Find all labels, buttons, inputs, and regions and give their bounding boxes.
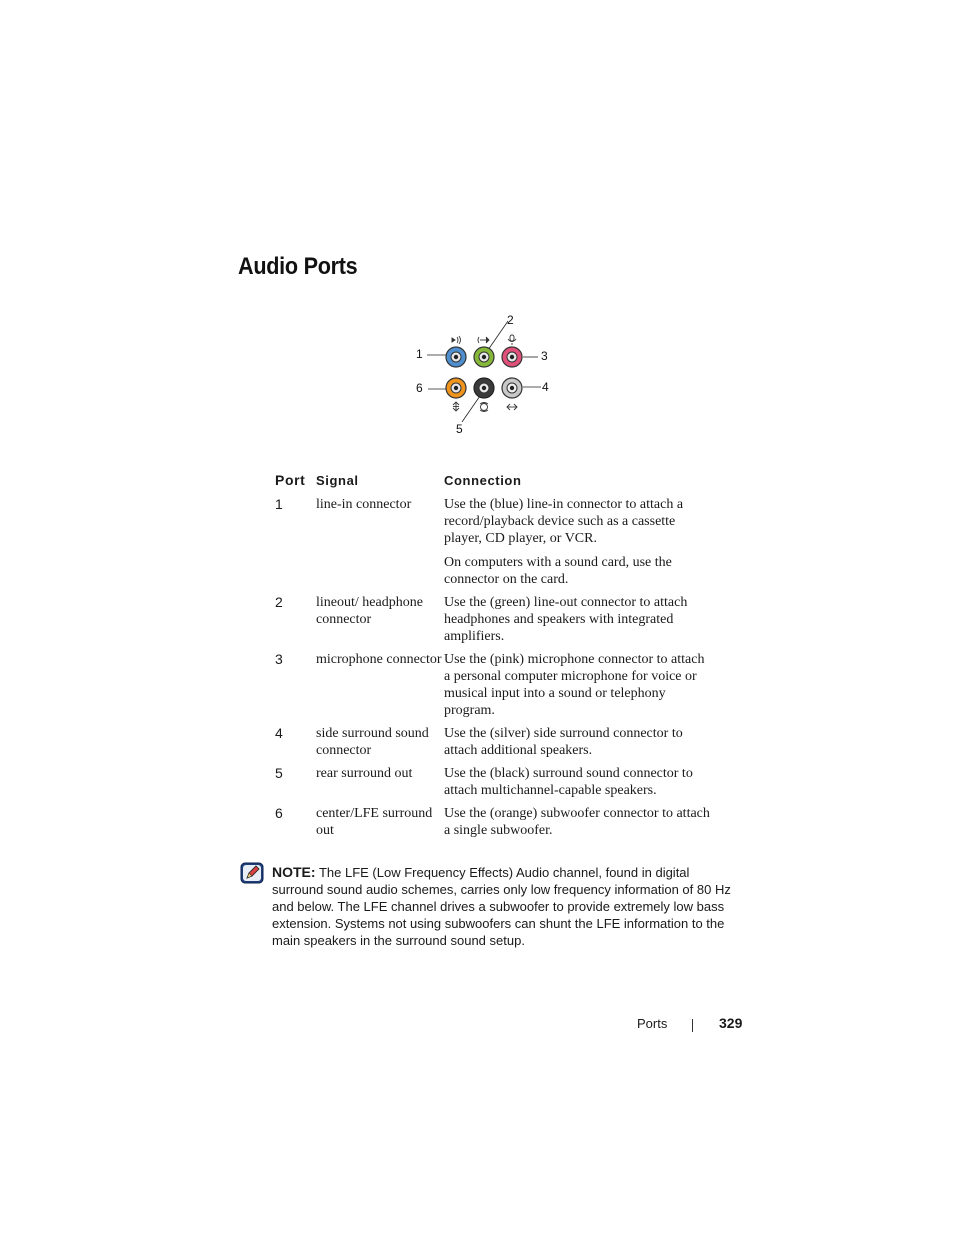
table-row — [275, 496, 735, 588]
callout-6: 6 — [416, 381, 423, 395]
footer-section-name: Ports — [637, 1016, 668, 1031]
side-surround-icon — [507, 404, 517, 410]
line-in-icon — [452, 336, 461, 344]
signal-name: line-in connector — [316, 497, 412, 512]
connection-paragraph: Use the (orange) subwoofer connector to attach a single subwoofer. — [444, 806, 710, 838]
port-number: 2 — [275, 594, 283, 610]
table-row — [275, 805, 735, 839]
port-number: 1 — [275, 496, 283, 512]
note-block — [272, 864, 740, 949]
footer-separator — [692, 1019, 693, 1032]
rear-surround-icon — [480, 403, 488, 412]
callout-5: 5 — [456, 422, 463, 436]
connection-paragraph: Use the (green) line-out connector to attach headphones and speakers with integrated amplifiers. — [444, 595, 688, 644]
note-pencil-icon — [240, 862, 264, 884]
jack-line-in — [446, 347, 466, 367]
signal-name: microphone connector — [316, 652, 442, 667]
line-out-icon — [478, 337, 489, 343]
connection-description — [444, 725, 714, 759]
connection-paragraph: Use the (pink) microphone connector to attach a personal computer microphone for voice or musical input into a sound or telephony program. — [444, 652, 705, 718]
connection-paragraph: Use the (black) surround sound connector to attach multichannel-capable speakers. — [444, 766, 693, 798]
connection-paragraph: Use the (silver) side surround connector to attach additional speakers. — [444, 726, 683, 758]
microphone-icon — [508, 335, 516, 345]
header-connection: Connection — [444, 473, 522, 488]
table-row — [275, 594, 735, 645]
callout-4: 4 — [542, 380, 549, 394]
table-row — [275, 651, 735, 719]
connection-paragraph: On computers with a sound card, use the connector on the card. — [444, 555, 672, 587]
header-port: Port — [275, 472, 306, 488]
header-signal: Signal — [316, 473, 359, 488]
page-number: 329 — [719, 1015, 743, 1031]
port-number: 3 — [275, 651, 283, 667]
jack-side-surround — [502, 378, 522, 398]
callout-line-2 — [488, 321, 508, 350]
jack-line-out — [474, 347, 494, 367]
signal-name: center/LFE surround out — [316, 806, 433, 838]
note-text: The LFE (Low Frequency Effects) Audio channel, found in digital surround sound audio schemes, carries only low frequency information of 80 Hz and below. The LFE channel drives a subwoofer to provide extremely low bass extension. Systems not using subwoofers can shunt the LFE information to the main speakers in the surround sound setup. — [272, 865, 731, 948]
callout-2: 2 — [507, 313, 514, 327]
connection-description — [444, 594, 714, 645]
connection-description — [444, 765, 714, 799]
page-title: Audio Ports — [238, 253, 358, 280]
jack-center-lfe — [446, 378, 466, 398]
port-number: 4 — [275, 725, 283, 741]
table-row — [275, 765, 735, 799]
connection-description — [444, 496, 714, 588]
connection-description — [444, 805, 714, 839]
jack-microphone — [502, 347, 522, 367]
center-lfe-icon — [453, 402, 459, 411]
signal-name: side surround sound connector — [316, 726, 429, 758]
note-label: NOTE: — [272, 864, 316, 880]
port-number: 6 — [275, 805, 283, 821]
connection-paragraph: Use the (blue) line-in connector to attach a record/playback device such as a cassette player, CD player, or VCR. — [444, 497, 684, 546]
callout-line-5 — [462, 393, 482, 422]
audio-ports-diagram — [400, 305, 570, 440]
callout-1: 1 — [416, 347, 423, 361]
table-row — [275, 725, 735, 759]
audio-ports-table — [275, 472, 735, 845]
connection-description — [444, 651, 714, 719]
signal-name: rear surround out — [316, 766, 413, 781]
jack-rear-surround — [474, 378, 494, 398]
callout-3: 3 — [541, 349, 548, 363]
port-number: 5 — [275, 765, 283, 781]
signal-name: lineout/ headphone connector — [316, 595, 423, 627]
table-header-row — [275, 472, 735, 489]
